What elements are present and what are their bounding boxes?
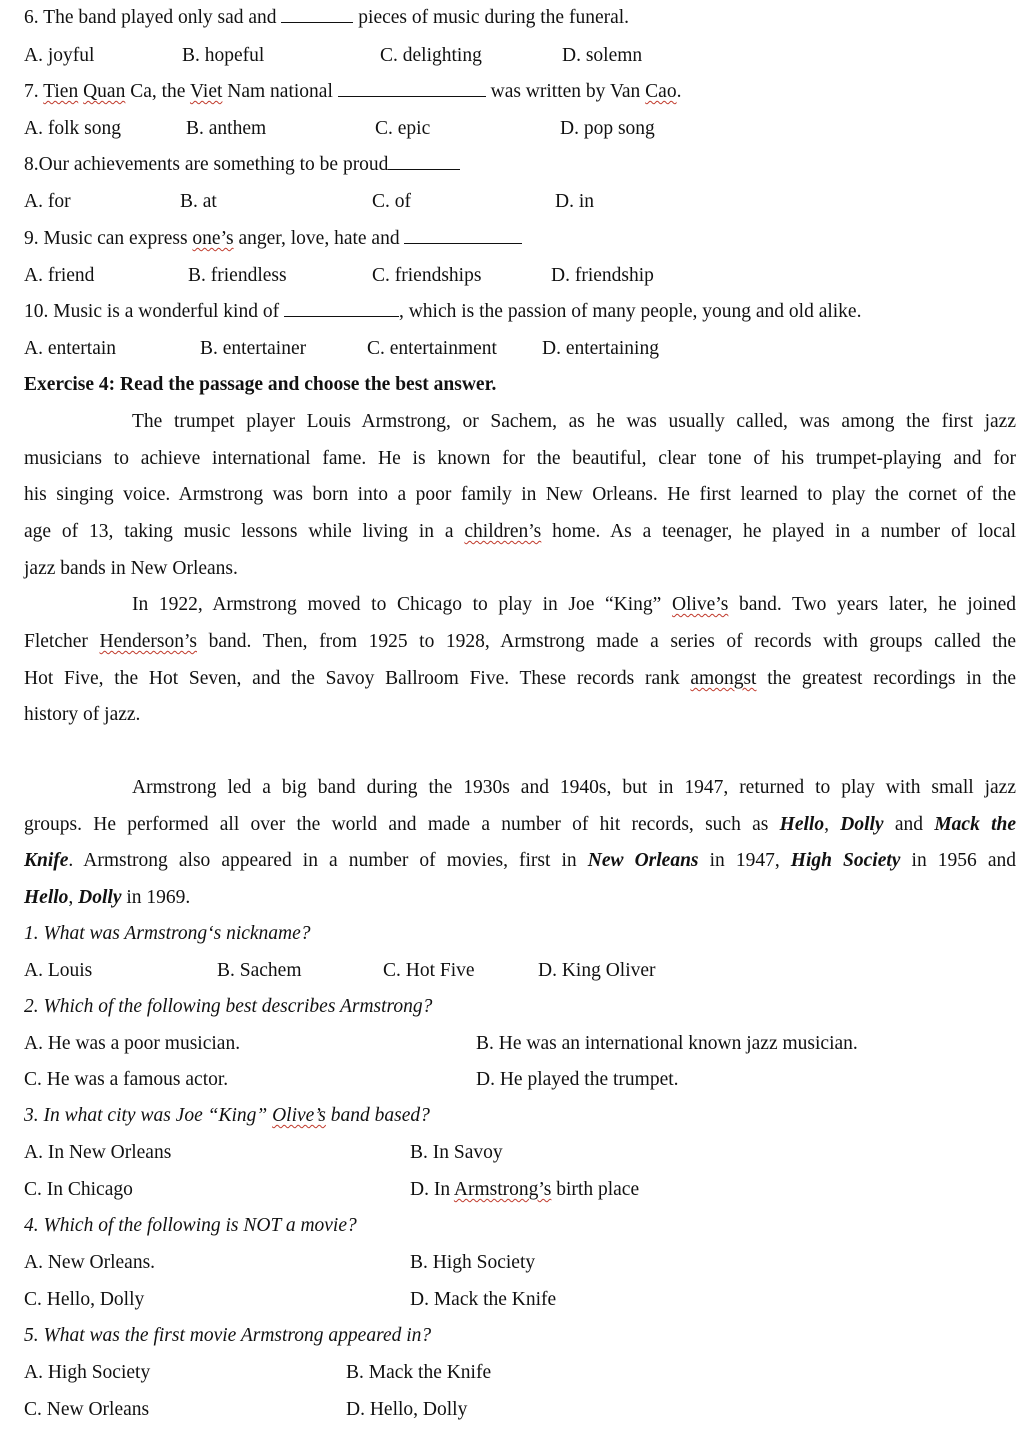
- question-8: [24, 153, 460, 177]
- option-a: A. for: [24, 191, 71, 212]
- movie-title: Dolly: [78, 887, 122, 908]
- passage-line: Armstrong led a big band during the 1930s and 1940s, but in 1947, returned to play with small jazz: [132, 777, 1016, 798]
- option-text: birth place: [556, 1179, 640, 1200]
- option-d: [410, 1178, 639, 1202]
- question-text: Music is a wonderful kind of: [53, 301, 280, 322]
- question-number: 7.: [24, 81, 39, 102]
- spelling-flagged-word: one’s: [192, 228, 234, 249]
- spelling-flagged-word: Tien: [43, 81, 79, 102]
- passage-text: ,: [824, 814, 829, 835]
- passage-line: [24, 520, 1016, 544]
- reading-question-2: 2. Which of the following best describes Armstrong?: [24, 996, 433, 1017]
- option-c: C. He was a famous actor.: [24, 1069, 229, 1090]
- option-b: B. friendless: [188, 265, 287, 286]
- passage-text: band. Two years later, he joined: [738, 594, 1016, 615]
- passage-line: [24, 849, 1016, 873]
- passage-text: in 1969.: [126, 887, 191, 908]
- song-title: Mack the: [934, 814, 1017, 835]
- option-c: C. New Orleans: [24, 1399, 150, 1420]
- question-number: 6.: [24, 7, 39, 28]
- option-c: C. of: [372, 191, 411, 212]
- option-b: B. at: [180, 191, 217, 212]
- question-9: [24, 227, 522, 251]
- option-a: A. Louis: [24, 960, 93, 981]
- spelling-flagged-word: Cao: [645, 81, 677, 102]
- option-a: A. joyful: [24, 45, 95, 66]
- spelling-flagged-word: Quan: [83, 81, 126, 102]
- question-number: 10.: [24, 301, 49, 322]
- movie-title: New Orleans: [587, 850, 699, 871]
- option-b: B. entertainer: [200, 338, 307, 359]
- spelling-flagged-word: amongst: [690, 668, 757, 689]
- option-b: B. He was an international known jazz musician.: [476, 1033, 858, 1054]
- passage-line: The trumpet player Louis Armstrong, or Sachem, as he was usually called, was among the first jazz: [132, 411, 1016, 432]
- spelling-flagged-word: children’s: [464, 521, 542, 542]
- reading-question-5: 5. What was the first movie Armstrong appeared in?: [24, 1325, 432, 1346]
- passage-text: in 1956 and: [911, 850, 1017, 871]
- answer-blank: [404, 227, 522, 244]
- passage-text: and: [894, 814, 924, 835]
- answer-blank: [284, 300, 399, 317]
- option-d: D. Hello, Dolly: [346, 1399, 468, 1420]
- passage-line: [24, 667, 1016, 691]
- reading-question-3: [24, 1104, 430, 1128]
- question-text: was written by Van: [490, 81, 641, 102]
- option-c: C. Hot Five: [383, 960, 475, 981]
- passage-line: his singing voice. Armstrong was born into a poor family in New Orleans. He first learned to play the cornet of the: [24, 484, 1016, 505]
- question-text: Music can express: [43, 228, 188, 249]
- passage-text: the greatest recordings in the: [767, 668, 1017, 689]
- passage-text: band. Then, from 1925 to 1928, Armstrong made a series of records with groups called the: [208, 631, 1017, 652]
- option-b: B. anthem: [186, 118, 267, 139]
- option-c: C. In Chicago: [24, 1179, 133, 1200]
- spelling-flagged-word: Olive’s: [671, 594, 729, 615]
- spelling-flagged-word: Olive’s: [272, 1105, 326, 1126]
- option-d: D. solemn: [562, 45, 643, 66]
- option-d: D. in: [555, 191, 594, 212]
- passage-line: musicians to achieve international fame. He is known for the beautiful, clear tone of his trumpet-playing and for: [24, 448, 1016, 469]
- option-d: D. He played the trumpet.: [476, 1069, 679, 1090]
- passage-text: home. As a teenager, he played in a number of local: [552, 521, 1016, 542]
- song-title: Hello: [779, 814, 825, 835]
- option-c: C. entertainment: [367, 338, 497, 359]
- option-a: A. He was a poor musician.: [24, 1033, 241, 1054]
- question-text: Ca, the: [130, 81, 186, 102]
- option-b: B. Sachem: [217, 960, 302, 981]
- option-text: D. In: [410, 1179, 451, 1200]
- passage-text: in 1947,: [709, 850, 780, 871]
- option-b: B. hopeful: [182, 45, 265, 66]
- option-d: D. entertaining: [542, 338, 659, 359]
- spelling-flagged-word: Henderson’s: [99, 631, 197, 652]
- option-c: C. friendships: [372, 265, 482, 286]
- passage-line: history of jazz.: [24, 704, 141, 725]
- movie-title: High Society: [790, 850, 901, 871]
- question-text: pieces of music during the funeral.: [358, 7, 630, 28]
- reading-question-1: 1. What was Armstrong‘s nickname?: [24, 923, 311, 944]
- passage-text: age of 13, taking music lessons while living in a: [24, 521, 454, 542]
- question-10: [24, 300, 861, 324]
- exercise-heading: Exercise 4: Read the passage and choose the best answer.: [24, 374, 497, 395]
- passage-text: Fletcher: [24, 631, 88, 652]
- option-a: A. folk song: [24, 118, 121, 139]
- passage-line: [24, 886, 190, 910]
- passage-text: ,: [68, 887, 74, 908]
- question-text: 3. In what city was Joe “King”: [24, 1105, 268, 1126]
- option-d: D. King Oliver: [538, 960, 656, 981]
- question-7: 7. Tien Quan Ca, the Viet Nam national was written by Van Cao.: [24, 81, 682, 102]
- option-d: D. Mack the Knife: [410, 1289, 557, 1310]
- question-number: 9.: [24, 228, 39, 249]
- passage-line: [24, 630, 1016, 654]
- option-a: A. In New Orleans: [24, 1142, 172, 1163]
- option-a: A. entertain: [24, 338, 117, 359]
- question-text: Nam national: [227, 81, 333, 102]
- option-c: C. epic: [375, 118, 431, 139]
- option-b: B. High Society: [410, 1252, 536, 1273]
- passage-line: [24, 813, 1016, 837]
- option-a: A. High Society: [24, 1362, 151, 1383]
- answer-blank: [281, 6, 353, 23]
- passage-line: [132, 593, 1016, 617]
- option-c: C. delighting: [380, 45, 482, 66]
- passage-text: Hot Five, the Hot Seven, and the Savoy Ballroom Five. These records rank: [24, 668, 680, 689]
- option-a: A. friend: [24, 265, 95, 286]
- answer-blank: [388, 153, 460, 170]
- passage-text: groups. He performed all over the world and made a number of hit records, such as: [24, 814, 769, 835]
- option-b: B. In Savoy: [410, 1142, 503, 1163]
- question-text: band based?: [330, 1105, 430, 1126]
- passage-text: . Armstrong also appeared in a number of movies, first in: [68, 850, 577, 871]
- spelling-flagged-word: Viet: [189, 81, 223, 102]
- movie-title: Hello: [24, 887, 69, 908]
- question-text: , which is the passion of many people, young and old alike.: [398, 301, 862, 322]
- question-6: [24, 6, 629, 30]
- option-b: B. Mack the Knife: [346, 1362, 492, 1383]
- spelling-flagged-word: Armstrong’s: [453, 1179, 552, 1200]
- passage-text: In 1922, Armstrong moved to Chicago to play in Joe “King”: [132, 594, 662, 615]
- question-text: anger, love, hate and: [238, 228, 400, 249]
- option-d: D. pop song: [560, 118, 655, 139]
- option-a: A. New Orleans.: [24, 1252, 156, 1273]
- option-d: D. friendship: [551, 265, 654, 286]
- song-title: Knife: [24, 850, 69, 871]
- passage-line: jazz bands in New Orleans.: [24, 558, 238, 579]
- reading-question-4: 4. Which of the following is NOT a movie?: [24, 1215, 357, 1236]
- answer-blank: [338, 80, 486, 97]
- question-text: 8.Our achievements are something to be proud: [24, 154, 389, 175]
- option-c: C. Hello, Dolly: [24, 1289, 145, 1310]
- song-title: Dolly: [840, 814, 884, 835]
- question-text: The band played only sad and: [43, 7, 277, 28]
